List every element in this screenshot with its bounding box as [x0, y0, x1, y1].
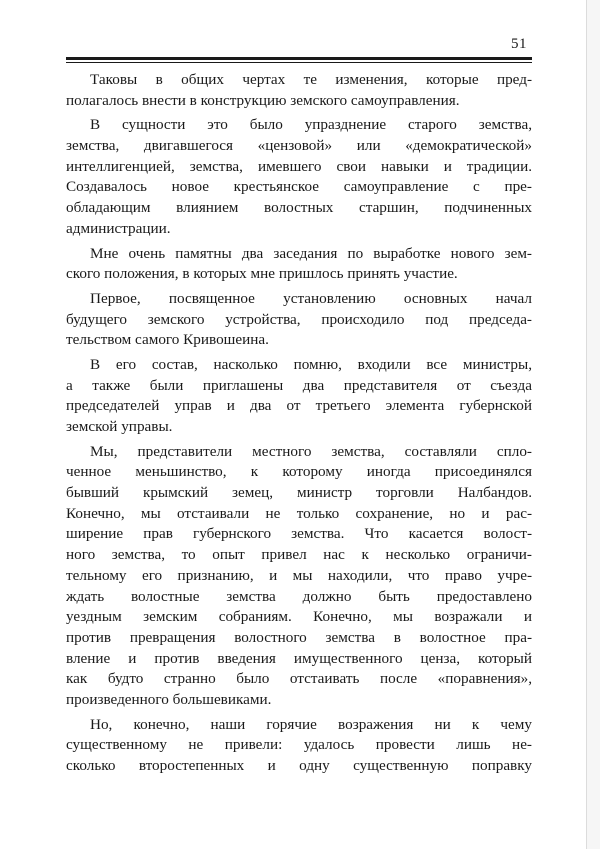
paragraph — [66, 715, 532, 777]
text-line: Мне очень памятны два заседания по выработке нового зем- — [90, 244, 532, 262]
text-line: администрации. — [66, 219, 171, 237]
text-line: Первое, посвященное установлению основных начал — [90, 289, 532, 307]
text-line: Конечно, мы отстаивали не только сохранение, но и рас- — [66, 504, 532, 522]
text-line: Но, конечно, наши горячие возражения ни к чему — [90, 715, 532, 733]
text-line: обладающим влиянием волостных старшин, подчиненных — [66, 199, 532, 217]
text-line: председателей управ и два от третьего элемента губернской — [66, 397, 532, 415]
paragraph — [66, 442, 532, 711]
paragraph — [66, 115, 532, 239]
body-text — [66, 70, 532, 777]
text-line: интеллигенцией, земства, имевшего свои навыки и традиции. — [66, 157, 532, 175]
text-line: земской управы. — [66, 418, 173, 435]
text-line: произведенного большевиками. — [66, 690, 272, 708]
text-line: ченное меньшинство, к которому иногда присоединялся — [66, 463, 532, 481]
text-line: В сущности это было упразднение старого земства, — [90, 116, 532, 134]
text-line: вление и против введения имущественного ценза, который — [66, 649, 532, 667]
text-line: Таковы в общих чертах те изменения, которые пред- — [90, 71, 532, 88]
text-line: ширение прав губернского земства. Что касается волост- — [66, 525, 532, 543]
text-line: В его состав, насколько помню, входили все министры, — [90, 355, 532, 373]
text-line: тельному его признанию, и мы находили, что право учре- — [66, 566, 532, 584]
paragraph — [66, 355, 532, 438]
text-line: ского положения, в которых мне пришлось принять участие. — [66, 265, 458, 283]
text-line: уездным земским собраниям. Конечно, мы возражали и — [66, 608, 532, 626]
header-rule-thick — [66, 57, 532, 60]
text-line: тельством самого Кривошеина. — [66, 331, 269, 349]
text-line: а также были приглашены два представителя от съезда — [66, 376, 532, 394]
text-line: бывший крымский земец, министр торговли Налбандов. — [66, 484, 532, 502]
text-line: ждать волостные земства должно быть предоставлено — [66, 587, 532, 605]
text-line: полагалось внести в конструкцию земского самоуправления. — [66, 91, 460, 109]
page-number: 51 — [511, 36, 527, 52]
text-line: Создавалось новое крестьянское самоуправление с пре- — [66, 178, 532, 196]
text-line: будущего земского устройства, происходило под председа- — [66, 310, 532, 328]
text-line: против превращения волостного земства в волостное пра- — [66, 628, 532, 646]
text-line: ного земства, то опыт привел нас к несколько ограничи- — [66, 546, 532, 564]
paragraph — [66, 70, 532, 111]
page-edge — [586, 0, 600, 849]
text-line: земства, двигавшегося «цензовой» или «демократической» — [66, 137, 532, 155]
text-line: как будто странно было отстаивать после «поравнения», — [66, 670, 532, 688]
text-line: сколько второстепенных и одну существенную поправку — [66, 757, 532, 774]
paragraph — [66, 289, 532, 351]
paragraph — [66, 244, 532, 285]
header-rule-thin — [66, 62, 532, 63]
text-line: существенному не привели: удалось провести лишь не- — [66, 736, 532, 754]
text-line: Мы, представители местного земства, составляли спло- — [90, 442, 532, 460]
